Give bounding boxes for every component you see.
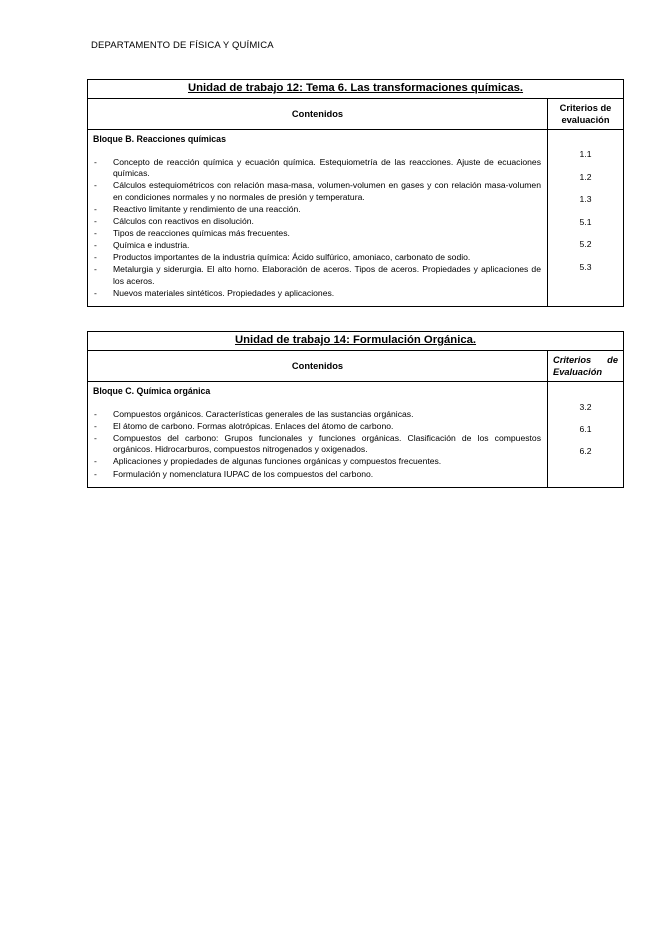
bullet-dash: - <box>94 203 97 214</box>
list-item-text: El átomo de carbono. Formas alotrópicas. Enlaces del átomo de carbono. <box>113 420 394 431</box>
header-criterios-line1: Criterios de <box>553 355 619 365</box>
contenidos-cell <box>88 130 548 307</box>
bullet-dash: - <box>94 288 97 299</box>
criterion-value: 3.2 <box>579 402 592 412</box>
bullet-dash: - <box>94 240 97 251</box>
list-item <box>93 433 541 456</box>
bullet-dash: - <box>94 264 97 275</box>
list-item <box>93 228 541 240</box>
header-contenidos: Contenidos <box>88 99 548 130</box>
header-criterios-line2: evaluación <box>561 115 610 125</box>
criterios-cell <box>548 130 624 307</box>
unit-title-text: Unidad de trabajo 12: Tema 6. Las transformaciones químicas. <box>187 82 524 94</box>
department-header: DEPARTAMENTO DE FÍSICA Y QUÍMICA <box>91 40 274 51</box>
criterion-value: 5.2 <box>579 239 592 249</box>
contenidos-cell <box>88 382 548 488</box>
list-item-text: Cálculos con reactivos en disolución. <box>113 216 254 227</box>
unit-table-14 <box>87 331 624 488</box>
list-item <box>93 240 541 252</box>
unit-title-text: Unidad de trabajo 14: Formulación Orgánica. <box>234 334 477 346</box>
list-item <box>93 216 541 228</box>
table-header-row <box>88 351 624 382</box>
list-item-text: Concepto de reacción química y ecuación química. Estequiometría de las reacciones. Ajuste de ecuaciones químicas. <box>113 156 541 179</box>
list-item <box>93 264 541 287</box>
list-item-text: Aplicaciones y propiedades de algunas funciones orgánicas y compuestos frecuentes. <box>113 456 442 467</box>
header-contenidos: Contenidos <box>88 351 548 382</box>
bullet-dash: - <box>94 252 97 263</box>
unit-title-cell <box>88 80 624 99</box>
bullet-dash: - <box>94 228 97 239</box>
list-item-text: Tipos de reacciones químicas más frecuentes. <box>113 228 290 239</box>
list-item <box>93 469 541 481</box>
list-item-text: Cálculos estequiométricos con relación masa-masa, volumen-volumen en gases y con relación masa-volumen en condiciones normales y no normales de presión y temperatura. <box>113 180 541 202</box>
table-body-row <box>88 130 624 307</box>
bullet-dash: - <box>94 432 97 443</box>
unit-title-cell <box>88 332 624 351</box>
bullet-dash: - <box>94 420 97 431</box>
list-item <box>93 204 541 216</box>
contenidos-list <box>93 409 541 481</box>
block-label: Bloque B. Reacciones químicas <box>93 134 226 144</box>
list-item-text: Metalurgia y siderurgia. El alto horno. Elaboración de aceros. Tipos de aceros. Propiedades y aplicaciones de los aceros. <box>113 264 541 287</box>
contenidos-list <box>93 157 541 300</box>
header-criterios <box>548 351 624 382</box>
list-item <box>93 421 541 433</box>
table-body-row <box>88 382 624 488</box>
list-item-text: Formulación y nomenclatura IUPAC de los compuestos del carbono. <box>113 468 374 479</box>
criterion-value: 5.3 <box>579 261 592 272</box>
table-title-row <box>88 80 624 99</box>
list-item <box>93 409 541 421</box>
bullet-dash: - <box>94 216 97 227</box>
criterion-value: 1.3 <box>579 194 592 204</box>
list-item-text: Nuevos materiales sintéticos. Propiedades y aplicaciones. <box>113 288 335 299</box>
list-item <box>93 252 541 264</box>
criterion-value: 1.2 <box>579 171 592 182</box>
criterion-value: 6.1 <box>579 424 592 434</box>
list-item-text: Compuestos del carbono: Grupos funcionales y funciones orgánicas. Clasificación de los compuestos orgánicos. Hidrocarburos, compuestos nitrogenados y oxigenados. <box>113 432 541 455</box>
bullet-dash: - <box>94 456 97 467</box>
list-item-text: Química e industria. <box>113 240 190 251</box>
header-criterios-line1: Criterios de <box>559 103 612 113</box>
list-item-text: Productos importantes de la industria química: Ácido sulfúrico, amoniaco, carbonato de sodio. <box>113 252 471 263</box>
bullet-dash: - <box>94 156 97 167</box>
header-criterios <box>548 99 624 130</box>
criterion-value: 6.2 <box>579 446 592 456</box>
criterios-cell <box>548 382 624 488</box>
criterion-value: 5.1 <box>579 216 592 227</box>
list-item <box>93 288 541 300</box>
block-label: Bloque C. Química orgánica <box>93 386 211 396</box>
list-item-text: Reactivo limitante y rendimiento de una reacción. <box>113 203 301 214</box>
list-item <box>93 180 541 203</box>
table-title-row <box>88 332 624 351</box>
criterion-value: 1.1 <box>579 149 592 159</box>
table-header-row <box>88 99 624 130</box>
list-item <box>93 456 541 468</box>
bullet-dash: - <box>94 408 97 419</box>
bullet-dash: - <box>94 180 97 191</box>
header-criterios-line2: Evaluación <box>553 367 603 377</box>
unit-table-12 <box>87 79 624 307</box>
list-item-text: Compuestos orgánicos. Características generales de las sustancias orgánicas. <box>113 408 414 419</box>
list-item <box>93 157 541 180</box>
bullet-dash: - <box>94 468 97 479</box>
